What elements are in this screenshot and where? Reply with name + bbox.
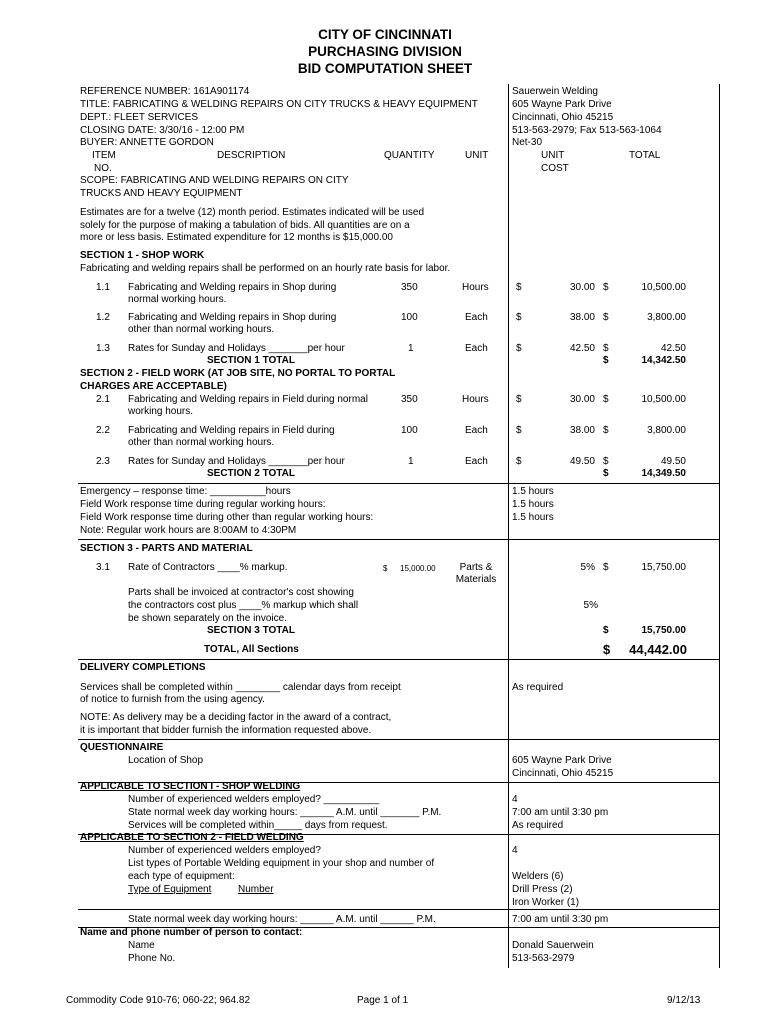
col-item: ITEM	[92, 150, 116, 161]
emergency-note: Note: Regular work hours are 8:00AM to 4:30PM	[80, 525, 297, 536]
item-no: 1.1	[96, 282, 110, 293]
item-desc: Fabricating and Welding repairs in Field during	[128, 425, 335, 436]
vendor-phone: 513-563-2979; Fax 513-563-1064	[512, 125, 662, 136]
item-desc: Rates for Sunday and Holidays _______per hour	[128, 343, 345, 354]
currency-sign: $	[603, 312, 609, 323]
shop-hours-question: State normal week day working hours: ______ A.M. until _______ P.M.	[128, 807, 442, 818]
bid-title: TITLE: FABRICATING & WELDING REPAIRS ON CITY TRUCKS & HEAVY EQUIPMENT	[80, 99, 478, 110]
currency-sign: $	[516, 425, 522, 436]
currency-sign: $	[516, 456, 522, 467]
currency-sign: $	[603, 355, 609, 366]
item-no: 3.1	[96, 562, 110, 573]
estimate-line2: solely for the purpose of making a tabulation of bids. All quantities are on a	[80, 220, 410, 231]
item-qty: 350	[401, 282, 418, 293]
location-line2: Cincinnati, Ohio 45215	[512, 768, 614, 779]
currency-sign: $	[603, 642, 611, 657]
item-total: 42.50	[660, 343, 686, 354]
department: DEPT.: FLEET SERVICES	[80, 112, 199, 123]
section3-heading: SECTION 3 - PARTS AND MATERIAL	[80, 543, 253, 554]
markup-percent: 5%	[580, 562, 595, 573]
item-unit-cost: 42.50	[569, 343, 595, 354]
location-label: Location of Shop	[128, 755, 204, 766]
vendor-address1: 605 Wayne Park Drive	[512, 99, 612, 110]
delivery-line1: Services shall be completed within ________ calendar days from receipt	[80, 682, 401, 693]
section1-applicable-heading: APPLICABLE TO SECTION I - SHOP WELDING	[80, 781, 301, 792]
item-no: 2.3	[96, 456, 110, 467]
item-desc: normal working hours.	[128, 294, 227, 305]
doc-title-line3: BID COMPUTATION SHEET	[297, 61, 473, 76]
item-unit-cost: 30.00	[569, 394, 595, 405]
currency-sign: $	[603, 562, 609, 573]
item-unit-cost: 49.50	[569, 456, 595, 467]
currency-sign: $	[516, 312, 522, 323]
col-item-no: NO.	[94, 163, 112, 174]
equipment-item: Drill Press (2)	[512, 884, 573, 895]
questionnaire-heading: QUESTIONNAIRE	[80, 742, 164, 753]
vendor-address2: Cincinnati, Ohio 45215	[512, 112, 614, 123]
item-desc: Fabricating and Welding repairs in Shop during	[128, 312, 337, 323]
section2-applicable-heading: APPLICABLE TO SECTION 2 - FIELD WELDING	[80, 832, 304, 843]
section2-total-label: SECTION 2 TOTAL	[207, 468, 295, 479]
delivery-note1: NOTE: As delivery may be a deciding factor in the award of a contract,	[80, 712, 392, 723]
item-desc: working hours.	[128, 406, 194, 417]
emergency-answer2: 1.5 hours	[512, 499, 554, 510]
parts-note-line1: Parts shall be invoiced at contractor's cost showing	[128, 587, 354, 598]
item-amount: 15,000.00	[400, 564, 436, 573]
currency-sign: $	[603, 343, 609, 354]
section1-total-label: SECTION 1 TOTAL	[207, 355, 295, 366]
currency-sign: $	[516, 394, 522, 405]
row-divider	[78, 539, 719, 540]
row-divider	[78, 739, 719, 740]
currency-sign: $	[603, 625, 609, 636]
contact-phone-label: Phone No.	[128, 953, 176, 964]
section1-heading: SECTION 1 - SHOP WORK	[80, 250, 205, 261]
shop-service-answer: As required	[512, 820, 564, 831]
item-unit: Each	[465, 343, 488, 354]
item-total: 15,750.00	[641, 562, 686, 573]
shop-hours-answer: 7:00 am until 3:30 pm	[512, 807, 609, 818]
contact-name-value: Donald Sauerwein	[512, 940, 594, 951]
item-qty: 1	[408, 343, 414, 354]
item-total: 3,800.00	[647, 312, 686, 323]
equipment-item: Welders (6)	[512, 871, 564, 882]
scope-line1: SCOPE: FABRICATING AND WELDING REPAIRS ON CITY	[80, 175, 349, 186]
item-total: 10,500.00	[641, 282, 686, 293]
item-qty: 100	[401, 425, 418, 436]
vendor-name: Sauerwein Welding	[512, 86, 598, 97]
equipment-type-column: Type of Equipment	[128, 884, 212, 895]
row-divider	[78, 659, 719, 660]
page-number: Page 1 of 1	[357, 995, 409, 1006]
section1-total-value: 14,342.50	[641, 355, 686, 366]
commodity-code: Commodity Code 910-76; 060-22; 964.82	[66, 995, 251, 1006]
currency-sign: $	[516, 343, 522, 354]
emergency-line1: Emergency – response time: __________hours	[80, 486, 291, 497]
location-line1: 605 Wayne Park Drive	[512, 755, 612, 766]
currency-sign: $	[603, 468, 609, 479]
delivery-line2: of notice to furnish from the using agency.	[80, 694, 265, 705]
item-total: 3,800.00	[647, 425, 686, 436]
item-no: 2.1	[96, 394, 110, 405]
reference-number: REFERENCE NUMBER: 161A901174	[80, 86, 250, 97]
item-no: 1.3	[96, 343, 110, 354]
parts-note-line3: be shown separately on the invoice.	[128, 613, 287, 624]
col-description: DESCRIPTION	[217, 150, 286, 161]
item-unit-cost: 38.00	[569, 312, 595, 323]
contact-heading: Name and phone number of person to contact:	[80, 927, 303, 938]
item-unit: Hours	[462, 282, 489, 293]
section3-total-label: SECTION 3 TOTAL	[207, 625, 295, 636]
row-divider	[78, 909, 719, 910]
contact-name-label: Name	[128, 940, 155, 951]
col-total: TOTAL	[629, 150, 661, 161]
item-desc: Fabricating and Welding repairs in Field during normal	[128, 394, 368, 405]
item-desc: other than normal working hours.	[128, 324, 275, 335]
right-border	[719, 84, 720, 968]
field-welders-answer: 4	[512, 845, 518, 856]
section1-note: Fabricating and welding repairs shall be performed on an hourly rate basis for labor.	[80, 263, 451, 274]
markup-percent: 5%	[583, 600, 598, 611]
equipment-question-cont: each type of equipment:	[128, 871, 235, 882]
delivery-answer: As required	[512, 682, 564, 693]
item-total: 10,500.00	[641, 394, 686, 405]
currency-sign: $	[603, 394, 609, 405]
emergency-answer3: 1.5 hours	[512, 512, 554, 523]
grand-total-value: 44,442.00	[629, 642, 687, 657]
emergency-answer1: 1.5 hours	[512, 486, 554, 497]
estimate-line1: Estimates are for a twelve (12) month period. Estimates indicated will be used	[80, 207, 425, 218]
item-unit-cost: 38.00	[569, 425, 595, 436]
col-quantity: QUANTITY	[384, 150, 435, 161]
scope-line2: TRUCKS AND HEAVY EQUIPMENT	[80, 188, 243, 199]
section2-heading-cont: CHARGES ARE ACCEPTABLE)	[80, 381, 227, 392]
item-desc: Rate of Contractors ____% markup.	[128, 562, 288, 573]
shop-welders-question: Number of experienced welders employed? __________	[128, 794, 380, 805]
item-qty: 350	[401, 394, 418, 405]
field-hours-question: State normal week day working hours: ______ A.M. until ______ P.M.	[128, 914, 436, 925]
emergency-line3: Field Work response time during other than regular working hours:	[80, 512, 374, 523]
shop-service-question: Services will be completed within_____ days from request.	[128, 820, 388, 831]
estimate-line3: more or less basis. Estimated expenditure for 12 months is $15,000.00	[80, 232, 393, 243]
item-qty: 100	[401, 312, 418, 323]
item-total: 49.50	[660, 456, 686, 467]
item-unit: Materials	[455, 574, 497, 585]
currency-sign: $	[603, 425, 609, 436]
contact-phone-value: 513-563-2979	[512, 953, 575, 964]
currency-sign: $	[516, 282, 522, 293]
currency-sign: $	[603, 282, 609, 293]
vendor-terms: Net-30	[512, 137, 543, 148]
field-hours-answer: 7:00 am until 3:30 pm	[512, 914, 609, 925]
item-unit: Each	[465, 456, 488, 467]
item-unit: Each	[465, 312, 488, 323]
equipment-question: List types of Portable Welding equipment in your shop and number of	[128, 858, 435, 869]
item-unit: Each	[465, 425, 488, 436]
emergency-line2: Field Work response time during regular working hours:	[80, 499, 326, 510]
doc-title-line1: CITY OF CINCINNATI	[318, 27, 452, 42]
item-unit: Hours	[462, 394, 489, 405]
col-unit-cost-2: COST	[541, 163, 569, 174]
section2-total-value: 14,349.50	[641, 468, 686, 479]
delivery-note2: it is important that bidder furnish the information requested above.	[80, 725, 372, 736]
item-desc: Fabricating and Welding repairs in Shop during	[128, 282, 337, 293]
shop-welders-answer: 4	[512, 794, 518, 805]
item-unit-cost: 30.00	[569, 282, 595, 293]
buyer: BUYER: ANNETTE GORDON	[80, 137, 214, 148]
equipment-number-column: Number	[238, 884, 274, 895]
doc-title-line2: PURCHASING DIVISION	[308, 44, 462, 59]
section2-heading: SECTION 2 - FIELD WORK (AT JOB SITE, NO PORTAL TO PORTAL	[80, 368, 396, 379]
section3-total-value: 15,750.00	[641, 625, 686, 636]
currency-sign: $	[603, 456, 609, 467]
item-no: 1.2	[96, 312, 110, 323]
column-divider	[508, 84, 509, 968]
delivery-heading: DELIVERY COMPLETIONS	[80, 662, 206, 673]
footer-date: 9/12/13	[667, 995, 701, 1006]
item-no: 2.2	[96, 425, 110, 436]
item-desc: other than normal working hours.	[128, 437, 275, 448]
equipment-item: Iron Worker (1)	[512, 897, 580, 908]
field-welders-question: Number of experienced welders employed?	[128, 845, 321, 856]
item-desc: Rates for Sunday and Holidays _______per hour	[128, 456, 345, 467]
grand-total-label: TOTAL, All Sections	[204, 644, 299, 655]
col-unit: UNIT	[465, 150, 489, 161]
col-unit-cost-1: UNIT	[541, 150, 565, 161]
currency-sign: $	[383, 564, 388, 573]
parts-note-line2: the contractors cost plus ____% markup which shall	[128, 600, 359, 611]
row-divider	[78, 483, 719, 484]
closing-date: CLOSING DATE: 3/30/16 - 12:00 PM	[80, 125, 245, 136]
item-qty: 1	[408, 456, 414, 467]
item-unit: Parts &	[459, 562, 493, 573]
